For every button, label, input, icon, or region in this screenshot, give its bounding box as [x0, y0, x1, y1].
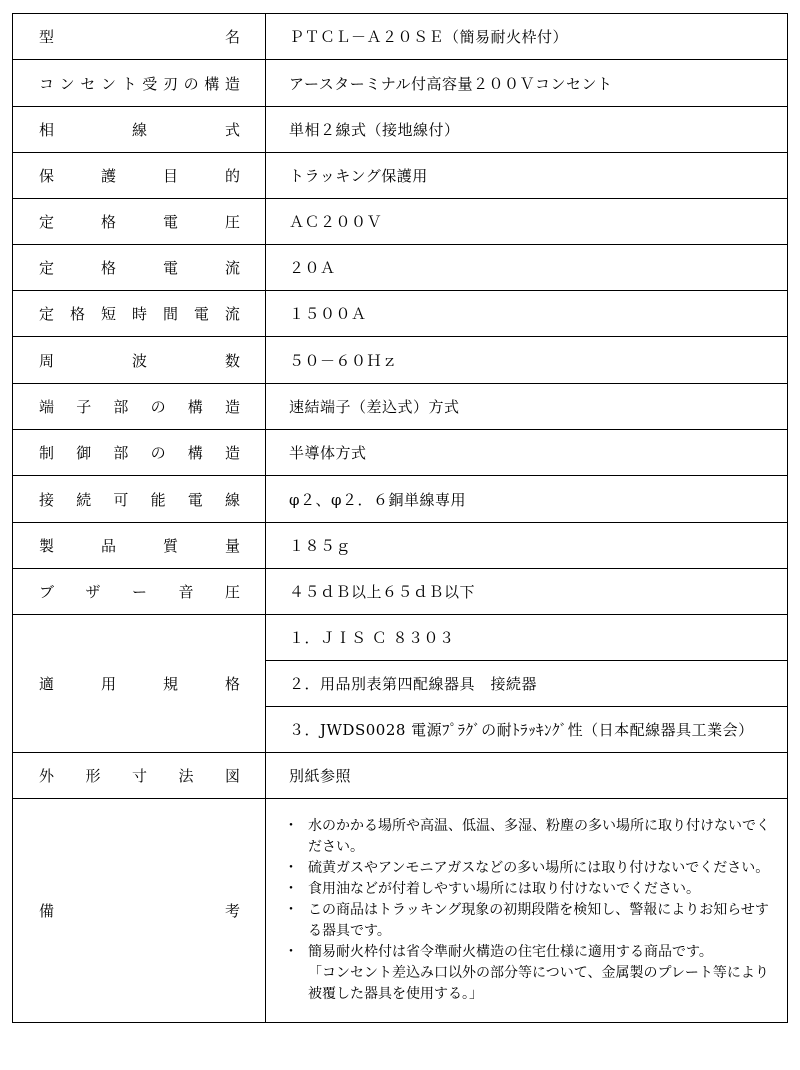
drawing-row	[13, 753, 788, 799]
spec-label	[13, 245, 266, 291]
label-text: コ ン セ ン ト 受 刃 の 構 造	[39, 74, 240, 93]
drawing-label	[13, 753, 266, 799]
spec-label	[13, 153, 266, 199]
label-text: 制 御 部 の 構 造	[39, 444, 240, 462]
spec-row	[13, 153, 788, 199]
spec-label	[13, 384, 266, 430]
spec-row	[13, 107, 788, 153]
label-text: 定 格 電 圧	[39, 213, 240, 231]
remark-item	[284, 858, 781, 879]
remark-text: 水のかかる場所や高温、低温、多湿、粉塵の多い場所に取り付けないでください。	[308, 818, 770, 855]
remarks-list	[266, 799, 788, 1023]
spec-row	[13, 523, 788, 569]
bullet: ・	[284, 944, 298, 960]
remark-item	[284, 942, 781, 963]
spec-row	[13, 337, 788, 384]
label-text: ブ ザ ー 音 圧	[39, 583, 240, 601]
remarks-row	[13, 799, 788, 1023]
spec-label	[13, 523, 266, 569]
spec-label	[13, 60, 266, 107]
spec-label	[13, 337, 266, 384]
remarks-label	[13, 799, 266, 1023]
standards-row	[13, 615, 788, 661]
remark-text: この商品はトラッキング現象の初期段階を検知し、警報によりお知らせする器具です。	[308, 902, 769, 939]
spec-row	[13, 569, 788, 615]
remark-item	[284, 879, 781, 900]
bullet: ・	[284, 818, 298, 834]
label-text: 保 護 目 的	[39, 167, 240, 185]
spec-value: ＡＣ２００Ｖ	[266, 199, 788, 245]
label-text: 備 考	[39, 902, 240, 920]
spec-value: ２０Ａ	[266, 245, 788, 291]
spec-label	[13, 476, 266, 523]
remark-text: 食用油などが付着しやすい場所には取り付けないでください。	[308, 881, 700, 897]
spec-row	[13, 291, 788, 337]
spec-value: ＰＴＣＬ－Ａ２０ＳＥ（簡易耐火枠付）	[266, 14, 788, 60]
spec-value: φ２、φ２．６銅単線専用	[266, 476, 788, 523]
spec-label	[13, 569, 266, 615]
label-text: 接 続 可 能 電 線	[39, 490, 240, 509]
remark-text: 簡易耐火枠付は省令準耐火構造の住宅仕様に適用する商品です。	[308, 944, 713, 960]
spec-row	[13, 14, 788, 60]
spec-value: １８５ｇ	[266, 523, 788, 569]
spec-label	[13, 107, 266, 153]
bullet: ・	[284, 902, 298, 918]
spec-value: アースターミナル付高容量２００Ｖコンセント	[266, 60, 788, 107]
label-text: 定 格 電 流	[39, 259, 240, 277]
spec-value: 速結端子（差込式）方式	[266, 384, 788, 430]
spec-value: ５０－６０Ｈｚ	[266, 337, 788, 384]
remark-item	[284, 816, 781, 858]
spec-value: 単相２線式（接地線付）	[266, 107, 788, 153]
spec-row	[13, 476, 788, 523]
spec-label	[13, 430, 266, 476]
spec-label	[13, 199, 266, 245]
standards-label	[13, 615, 266, 753]
label-text: 端 子 部 の 構 造	[39, 398, 240, 416]
label-text: 周 波 数	[39, 351, 240, 370]
drawing-value: 別紙参照	[266, 753, 788, 799]
spec-table	[12, 13, 788, 1023]
label-text: 相 線 式	[39, 121, 240, 139]
spec-label	[13, 14, 266, 60]
bullet: ・	[284, 860, 298, 876]
label-text: 製 品 質 量	[39, 537, 240, 555]
spec-row	[13, 60, 788, 107]
spec-value: １５００Ａ	[266, 291, 788, 337]
remark-continuation: 「コンセント差込み口以外の部分等について、金属製のプレート等により被覆した器具を使用する。」	[308, 965, 769, 1002]
spec-label	[13, 291, 266, 337]
standard-item: ３．JWDS0028 電源ﾌﾟﾗｸﾞの耐ﾄﾗｯｷﾝｸﾞ性（日本配線器具工業会）	[266, 707, 788, 753]
spec-row	[13, 245, 788, 291]
label-text: 定 格 短 時 間 電 流	[39, 305, 240, 323]
spec-value: ４５ｄＢ以上６５ｄＢ以下	[266, 569, 788, 615]
spec-row	[13, 384, 788, 430]
label-text: 型 名	[39, 28, 240, 46]
spec-row	[13, 430, 788, 476]
standard-item: ２．用品別表第四配線器具 接続器	[266, 661, 788, 707]
remark-text: 硫黄ガスやアンモニアガスなどの多い場所には取り付けないでください。	[308, 860, 770, 876]
spec-row	[13, 199, 788, 245]
label-text: 外 形 寸 法 図	[39, 767, 240, 785]
spec-value: 半導体方式	[266, 430, 788, 476]
remark-item	[284, 900, 781, 942]
label-text: 適 用 規 格	[39, 675, 240, 693]
standard-item: １．ＪＩＳ Ｃ ８３０３	[266, 615, 788, 661]
bullet: ・	[284, 881, 298, 897]
spec-value: トラッキング保護用	[266, 153, 788, 199]
